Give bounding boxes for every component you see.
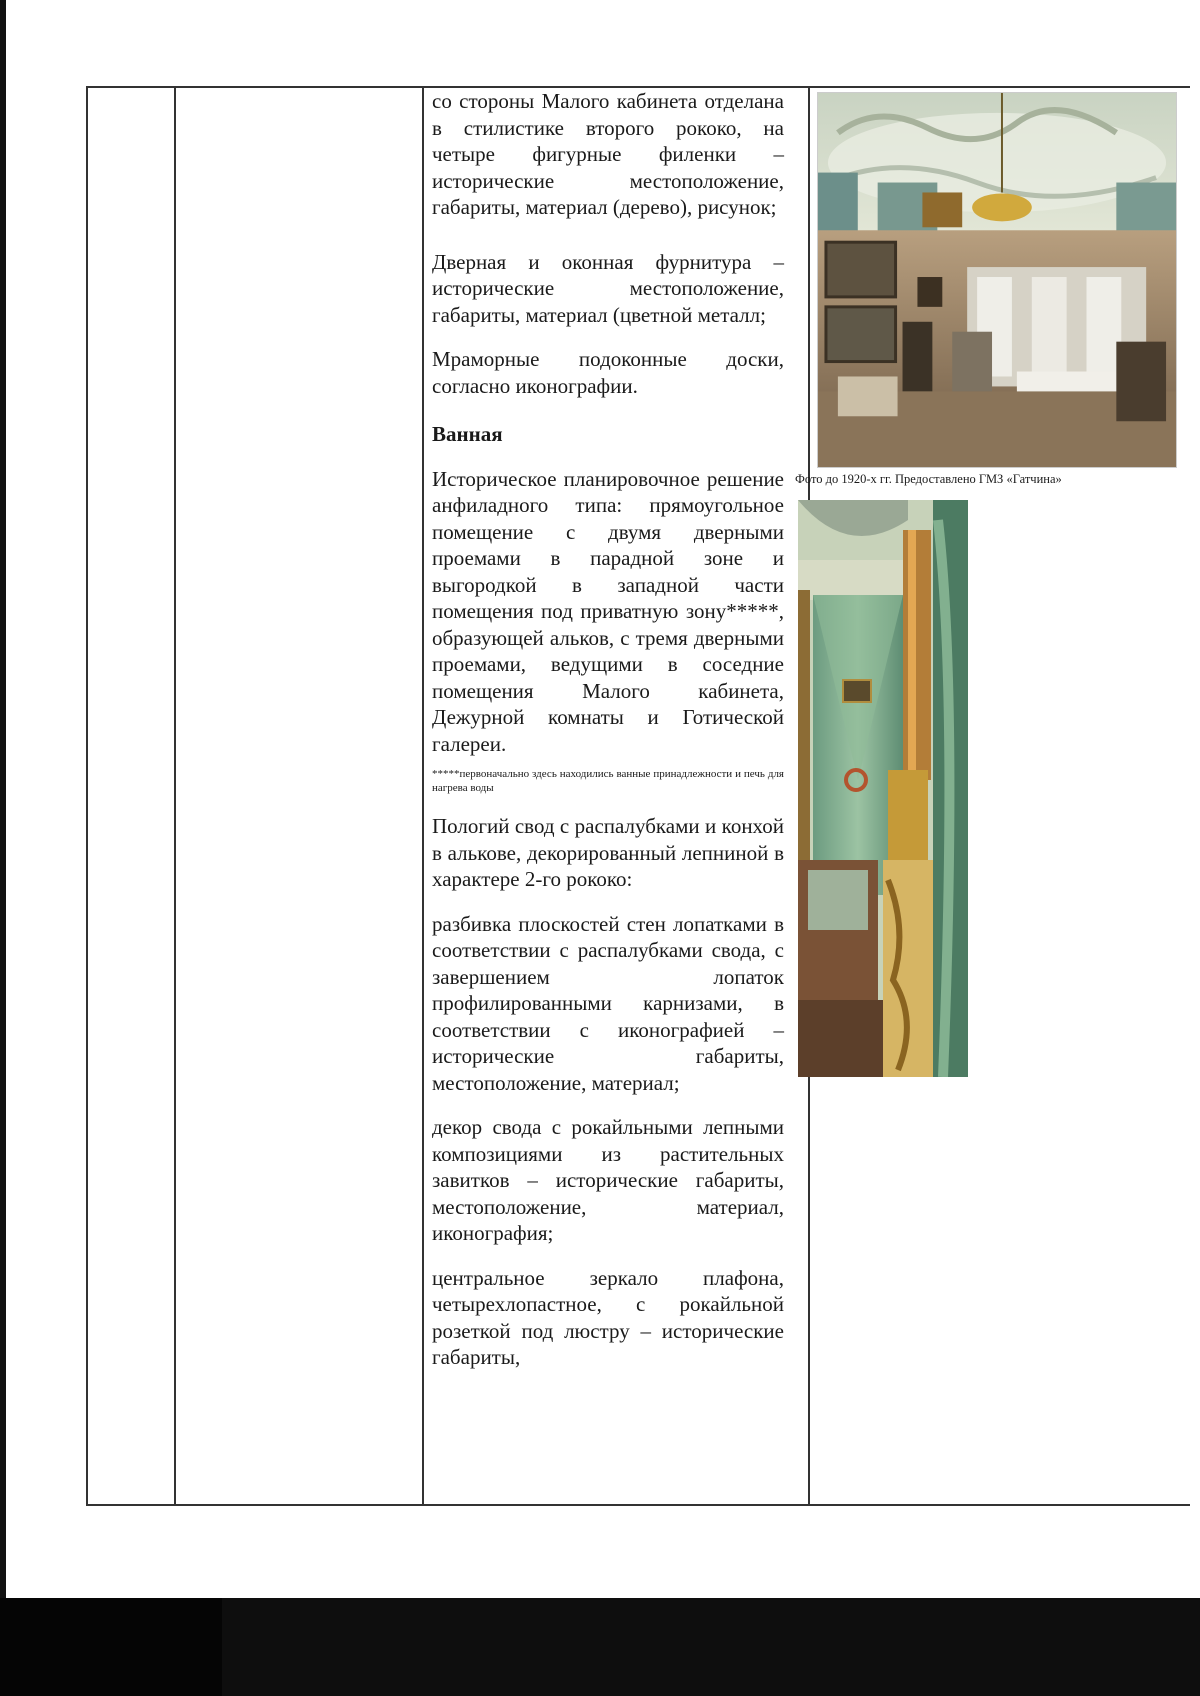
photo-caption: Фото до 1920-х гг. Предоставлено ГМЗ «Гатчина»	[795, 472, 1062, 486]
table-bottom-border	[86, 1504, 1190, 1506]
historic-photo-interior	[817, 92, 1177, 468]
description-column	[432, 88, 784, 1371]
paragraph-walls: разбивка плоскостей стен лопатками в соответствии с распалубками свода, с завершением лопаток профилированными карнизами, в соответствии с иконографией – исторические габариты, местоположение, материал;	[432, 911, 784, 1095]
historic-photo-alcove	[798, 500, 968, 1077]
section-heading-bathroom: Ванная	[432, 422, 503, 446]
footnote: *****первоначально здесь находились ванные принадлежности и печь для нагрева воды	[432, 768, 784, 794]
paragraph-sills: Мраморные подоконные доски, согласно иконографии.	[432, 347, 784, 398]
paragraph-planning: Историческое планировочное решение анфиладного типа: прямоугольное помещение с двумя дверными проемами в парадной зоне и выгородкой в западной части помещения под приватную зону*****, образующей альков, с тремя дверными проемами, ведущими в соседние помещения Малого кабинета, Дежурной комнаты и Готической галереи.	[432, 466, 784, 756]
table-col-divider-2	[174, 86, 176, 1506]
scan-left-edge	[0, 0, 6, 1696]
paragraph-partition: со стороны Малого кабинета отделана в стилистике второго рококо, на четыре фигурные филенки – исторические местоположение, габариты, материал (дерево), рисунок;	[432, 89, 784, 219]
table-col-divider-1	[86, 86, 88, 1506]
scan-bottom-band	[0, 1598, 1200, 1696]
table-col-divider-3	[422, 86, 424, 1506]
paragraph-hardware: Дверная и оконная фурнитура – исторические местоположение, габариты, материал (цветной металл;	[432, 249, 784, 327]
paragraph-ceiling-mirror: центральное зеркало плафона, четырехлопастное, с рокайльной розеткой под люстру – исторические габариты,	[432, 1265, 784, 1369]
paragraph-vault: Пологий свод с распалубками и конхой в алькове, декорированный лепниной в характере 2-го рококо:	[432, 814, 784, 891]
paragraph-vault-decor: декор свода с рокайльными лепными композициями из растительных завитков – исторические габариты, местоположение, материал, иконография;	[432, 1115, 784, 1245]
